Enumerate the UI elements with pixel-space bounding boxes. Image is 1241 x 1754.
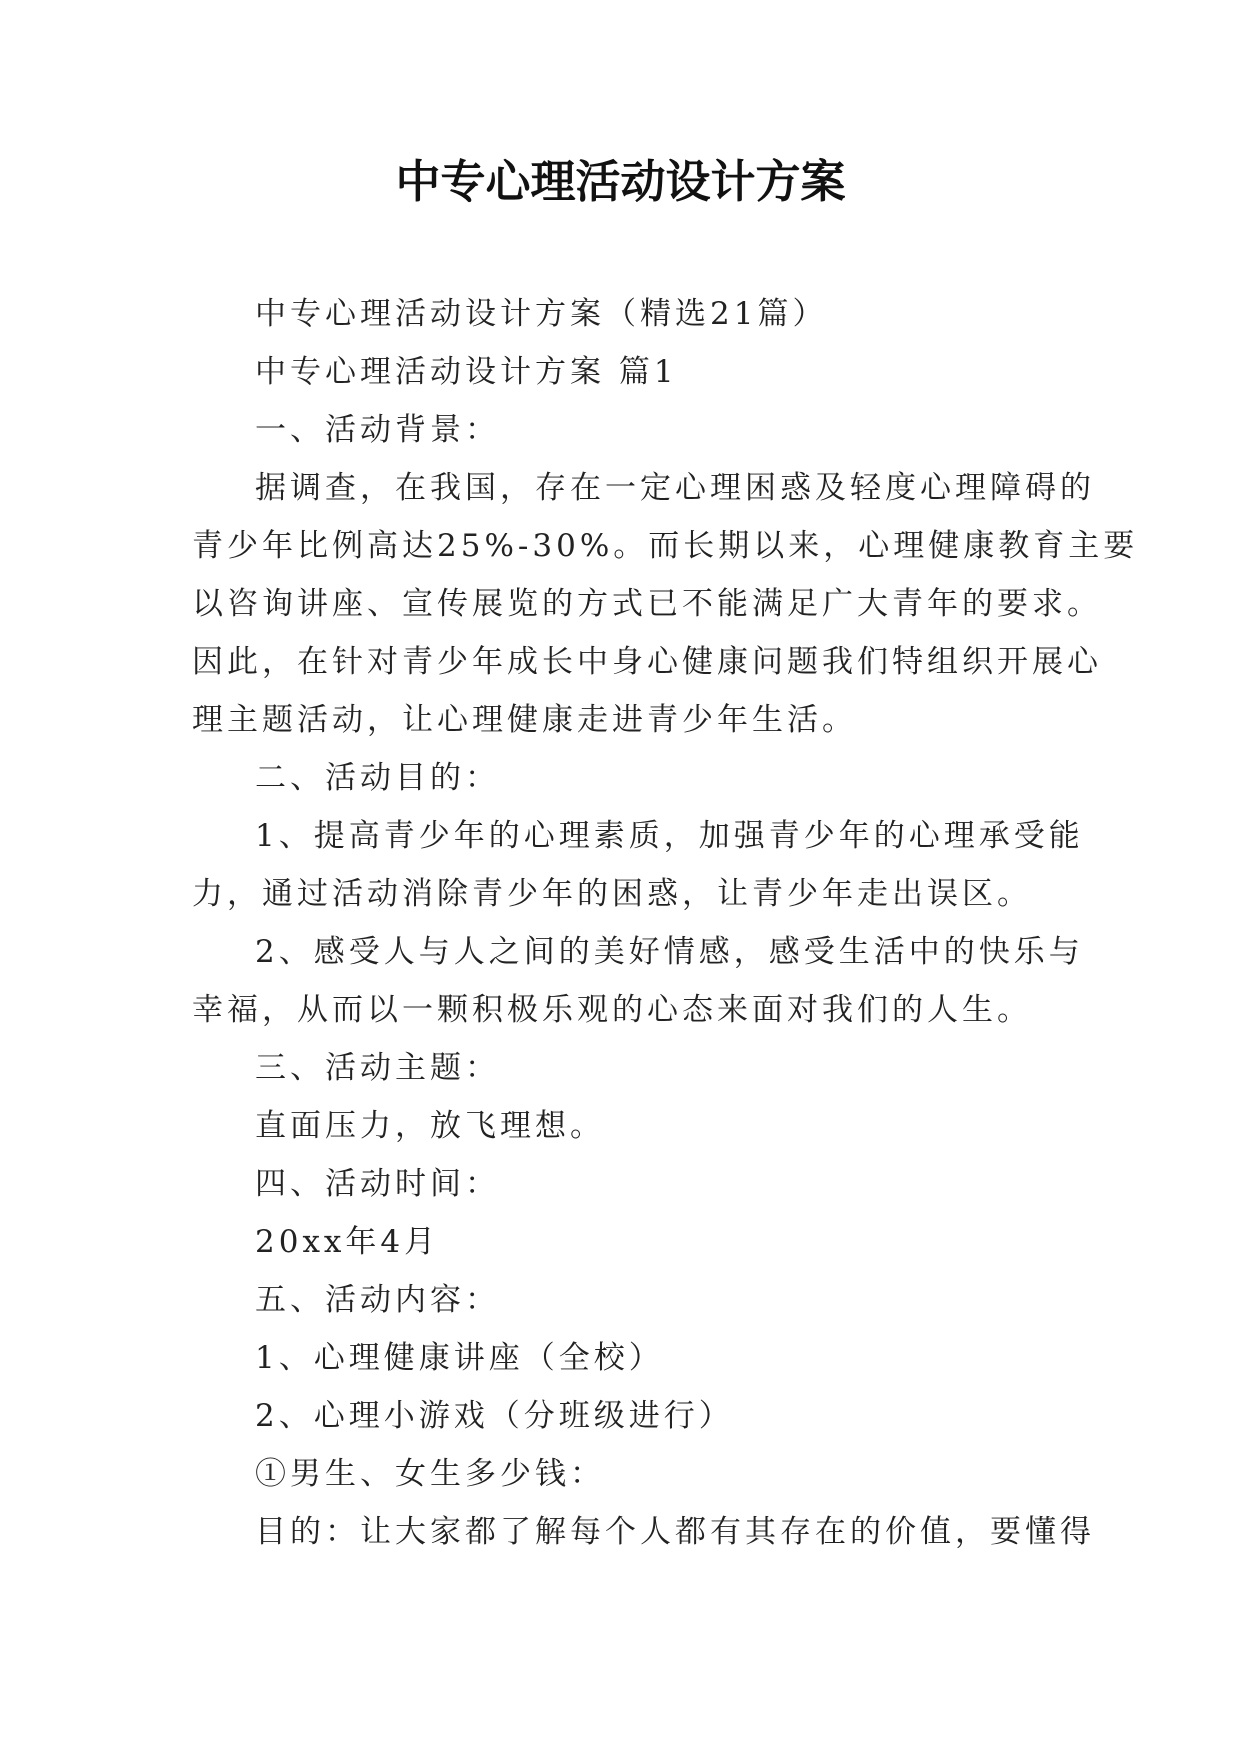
list-item: 2、心理小游戏（分班级进行） [255, 1398, 734, 1434]
paragraph-line: 幸福，从而以一颗积极乐观的心态来面对我们的人生。 [192, 992, 1032, 1028]
paragraph-line: 力，通过活动消除青少年的困惑，让青少年走出误区。 [192, 876, 1032, 912]
paragraph-line: 据调查，在我国，存在一定心理困惑及轻度心理障碍的 [255, 470, 1095, 506]
section-heading: 二、活动目的： [255, 760, 500, 796]
subtitle-line: 中专心理活动设计方案（精选21篇） [255, 296, 828, 332]
paragraph-line: 以咨询讲座、宣传展览的方式已不能满足广大青年的要求。 [192, 586, 1102, 622]
paragraph-line: 2、感受人与人之间的美好情感，感受生活中的快乐与 [255, 934, 1084, 970]
section-heading: 五、活动内容： [255, 1282, 500, 1318]
list-item: ①男生、女生多少钱： [255, 1456, 605, 1492]
section-heading: 一、活动背景： [255, 412, 500, 448]
section-heading: 三、活动主题： [255, 1050, 500, 1086]
paragraph-line: 目的：让大家都了解每个人都有其存在的价值，要懂得 [255, 1514, 1095, 1550]
paragraph-line: 理主题活动，让心理健康走进青少年生活。 [192, 702, 857, 738]
list-item: 1、心理健康讲座（全校） [255, 1340, 664, 1376]
section-heading: 四、活动时间： [255, 1166, 500, 1202]
paragraph-line: 直面压力，放飞理想。 [255, 1108, 605, 1144]
paragraph-line: 1、提高青少年的心理素质，加强青少年的心理承受能 [255, 818, 1084, 854]
paragraph-line: 青少年比例高达25%-30%。而长期以来，心理健康教育主要 [192, 528, 1139, 564]
document-title: 中专心理活动设计方案 [395, 155, 846, 208]
paragraph-line: 20xx年4月 [255, 1224, 440, 1260]
paragraph-line: 因此，在针对青少年成长中身心健康问题我们特组织开展心 [192, 644, 1102, 680]
section-heading: 中专心理活动设计方案 篇1 [255, 354, 678, 390]
